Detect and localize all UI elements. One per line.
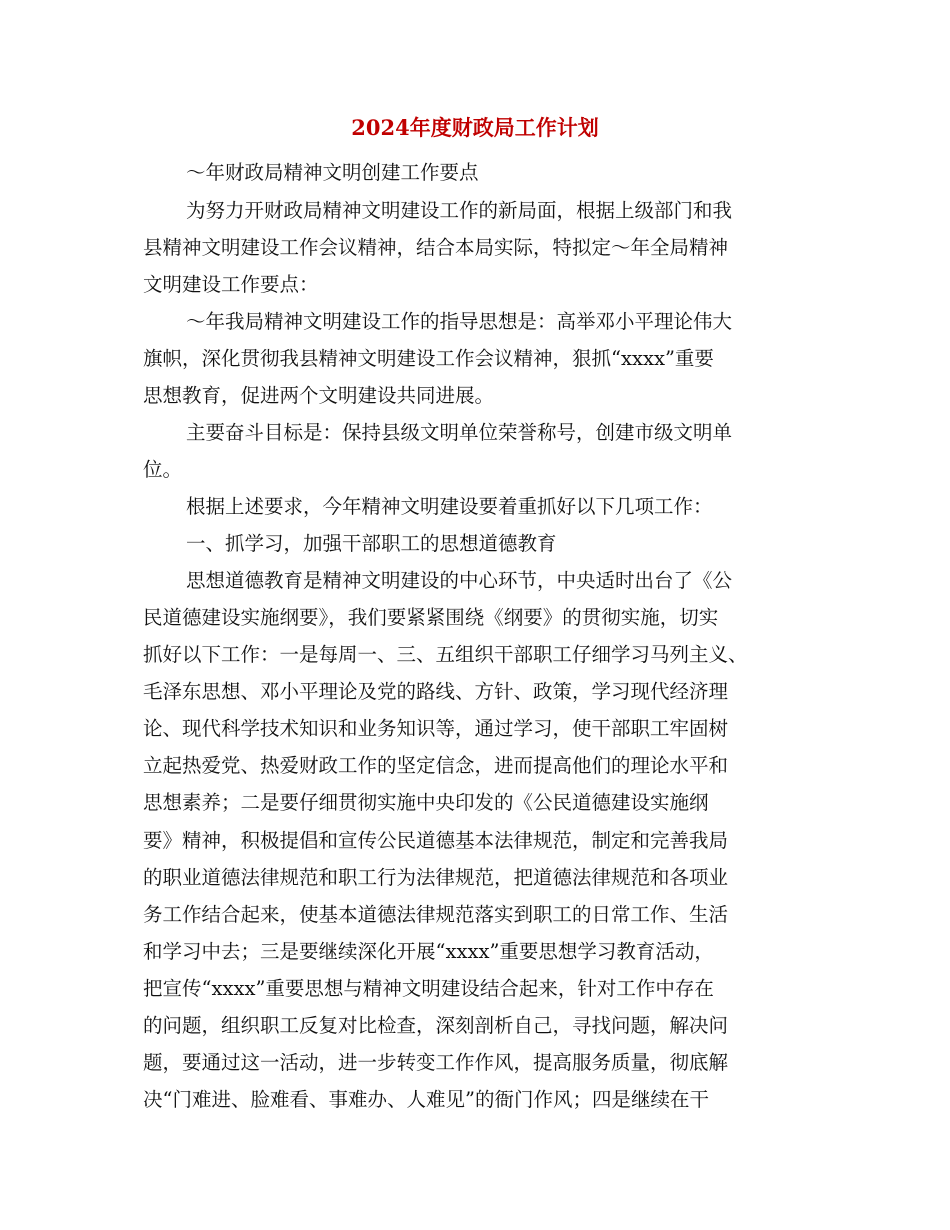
paragraph-line: 根据上述要求，今年精神文明建设要着重抓好以下几项工作： [186, 495, 713, 518]
paragraph-line: 的职业道德法律规范和职工行为法律规范，把道德法律规范和各项业 [143, 866, 729, 889]
paragraph-line: 思想素养；二是要仔细贯彻实施中央印发的《公民道德建设实施纲 [143, 791, 709, 814]
paragraph-line: 县精神文明建设工作会议精神，结合本局实际，特拟定～年全局精神 [143, 236, 729, 259]
paragraph-line: 思想教育，促进两个文明建设共同进展。 [143, 384, 495, 407]
paragraph-line: 论、现代科学技术知识和业务知识等，通过学习，使干部职工牢固树 [143, 717, 729, 740]
paragraph-line: 为努力开财政局精神文明建设工作的新局面，根据上级部门和我 [186, 199, 733, 222]
paragraph-line: 思想道德教育是精神文明建设的中心环节，中央适时出台了《公 [186, 569, 733, 592]
paragraph-line: 决“门难进、脸难看、事难办、人难见”的衙门作风；四是继续在干 [143, 1088, 709, 1111]
paragraph-line: 主要奋斗目标是：保持县级文明单位荣誉称号，创建市级文明单 [186, 421, 733, 444]
paragraph-line: 的问题，组织职工反复对比检查，深刻剖析自己，寻找问题，解决问 [143, 1014, 729, 1037]
paragraph-line: 务工作结合起来，使基本道德法律规范落实到职工的日常工作、生活 [143, 903, 729, 926]
paragraph-line: 要》精神，积极提倡和宣传公民道德基本法律规范，制定和完善我局 [143, 829, 729, 852]
paragraph-line: 旗帜，深化贯彻我县精神文明建设工作会议精神，狠抓“xxxx”重要 [143, 347, 714, 370]
paragraph-line: ～年财政局精神文明创建工作要点 [186, 161, 479, 184]
paragraph-line: 毛泽东思想、邓小平理论及党的路线、方针、政策，学习现代经济理 [143, 680, 729, 703]
section-heading: 一、抓学习，加强干部职工的思想道德教育 [186, 532, 557, 555]
paragraph-line: 文明建设工作要点： [143, 273, 319, 296]
paragraph-line: 把宣传“xxxx”重要思想与精神文明建设结合起来，针对工作中存在 [143, 977, 714, 1000]
paragraph-line: ～年我局精神文明建设工作的指导思想是：高举邓小平理论伟大 [186, 310, 733, 333]
paragraph-line: 位。 [143, 458, 183, 481]
paragraph-line: 抓好以下工作：一是每周一、三、五组织干部职工仔细学习马列主义、 [143, 643, 748, 666]
document-title: 2024年度财政局工作计划 [351, 115, 599, 140]
paragraph-line: 题，要通过这一活动，进一步转变工作作风，提高服务质量，彻底解 [143, 1051, 729, 1074]
paragraph-line: 和学习中去；三是要继续深化开展“xxxx”重要思想学习教育活动， [143, 940, 714, 963]
paragraph-line: 立起热爱党、热爱财政工作的坚定信念，进而提高他们的理论水平和 [143, 754, 729, 777]
paragraph-line: 民道德建设实施纲要》，我们要紧紧围绕《纲要》的贯彻实施，切实 [143, 606, 719, 629]
